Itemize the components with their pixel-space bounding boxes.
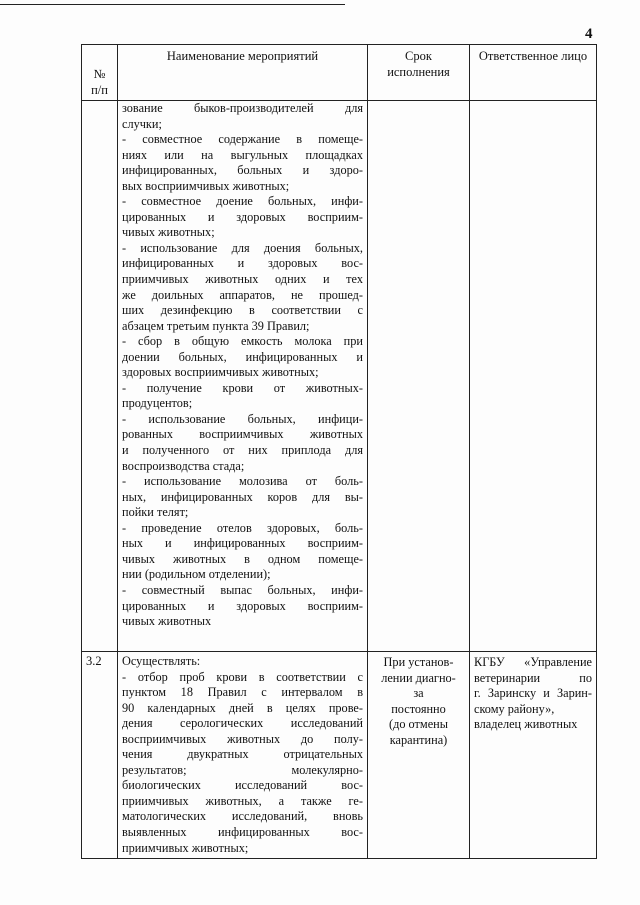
text-line: приимчивых животных одних и тех — [122, 272, 363, 287]
top-rule — [0, 4, 345, 5]
text-line: выявленных инфицированных вос- — [122, 825, 363, 840]
row-description — [118, 652, 368, 859]
text-line: чивых животных в одном помеще- — [122, 551, 363, 566]
row-term — [368, 652, 470, 859]
term-line: При установ- — [383, 655, 454, 669]
row-description — [118, 101, 368, 652]
text-line: матологических исследований, вновь — [122, 809, 363, 824]
text-line: чивых животных — [122, 614, 212, 629]
text-line: восприимчивых животных до полу- — [122, 731, 363, 746]
text-line: приимчивых животных; — [122, 840, 249, 855]
responsible-line: скому району», — [474, 701, 555, 716]
text-line: пунктом 18 Правил с интервалом в — [122, 685, 363, 700]
text-line: - использование молозива от боль- — [122, 474, 363, 489]
text-line: инфицированных и здоровых вос- — [122, 256, 363, 271]
header-name: Наименование мероприятий — [118, 45, 368, 101]
header-responsible: Ответственное лицо — [470, 45, 597, 101]
text-line: чивых животных; — [122, 225, 215, 240]
text-line: дения серологических исследований — [122, 716, 363, 731]
header-number: № п/п — [82, 45, 118, 101]
text-line: - отбор проб крови в соответствии с — [122, 669, 363, 684]
text-line: - проведение отелов здоровых, боль- — [122, 520, 363, 535]
text-line: случки; — [122, 116, 162, 131]
text-line: и полученного от них приплода для — [122, 443, 363, 458]
row-responsible — [470, 652, 597, 859]
text-line: - использование больных, инфици- — [122, 411, 363, 426]
text-line: воспроизводства стада; — [122, 458, 245, 473]
row-responsible — [470, 101, 597, 652]
responsible-line: КГБУ «Управление — [474, 655, 592, 669]
text-line: биологических исследований вос- — [122, 778, 363, 793]
table-row — [82, 652, 597, 859]
text-line: ных и инфицированных восприим- — [122, 536, 363, 551]
responsible-line: г. Заринску и Зарин- — [474, 686, 592, 701]
text-line: цированных и здоровых восприим- — [122, 209, 363, 224]
text-line: ных, инфицированных коров для вы- — [122, 489, 363, 504]
text-line: результатов; молекулярно- — [122, 762, 363, 777]
table-row — [82, 101, 597, 652]
text-line: нии (родильном отделении); — [122, 567, 271, 582]
text-line: приимчивых животных, а также ге- — [122, 793, 363, 808]
text-line: рованных восприимчивых животных — [122, 427, 363, 442]
text-line: - использование для доения больных, — [122, 240, 363, 255]
term-line: лении диагно- — [381, 670, 456, 685]
row-number: 3.2 — [82, 652, 118, 859]
text-line: - совместное содержание в помеще- — [122, 132, 363, 147]
text-line: же доильных аппаратов, не прошед- — [122, 287, 363, 302]
text-line: цированных и здоровых восприим- — [122, 598, 363, 613]
text-line: ших дезинфекцию в соответствии с — [122, 303, 363, 318]
text-line: - совместное доение больных, инфи- — [122, 194, 363, 209]
term-line: постоянно — [391, 701, 446, 716]
page-number: 4 — [585, 26, 593, 42]
text-line: ниях или на выгульных площадках — [122, 147, 363, 162]
table-header-row — [82, 45, 597, 101]
text-line: здоровых восприимчивых животных; — [122, 365, 319, 380]
text-line: - сбор в общую емкость молока при — [122, 334, 363, 349]
text-line: вых восприимчивых животных; — [122, 178, 290, 193]
text-line: инфицированных, больных и здоро- — [122, 163, 363, 178]
responsible-line: ветеринарии по — [474, 670, 592, 685]
text-line: доении больных, инфицированных и — [122, 349, 363, 364]
text-line: пойки телят; — [122, 505, 189, 520]
measures-table — [81, 44, 597, 859]
text-line: - получение крови от животных- — [122, 380, 363, 395]
text-line: Осуществлять: — [122, 654, 201, 668]
term-line: за — [413, 686, 424, 701]
text-line: продуцентов; — [122, 396, 193, 411]
responsible-line: владелец животных — [474, 717, 578, 732]
text-line: чения двукратных отрицательных — [122, 747, 363, 762]
text-line: - совместный выпас больных, инфи- — [122, 582, 363, 597]
text-line: 90 календарных дней в целях прове- — [122, 700, 363, 715]
text-line: абзацем третьим пункта 39 Правил; — [122, 318, 310, 333]
header-term: Срок исполнения — [368, 45, 470, 101]
term-line: карантина) — [389, 732, 448, 747]
text-line: зование быков-производителей для — [122, 101, 363, 115]
term-line: (до отмены — [388, 717, 449, 732]
row-number — [82, 101, 118, 652]
row-term — [368, 101, 470, 652]
